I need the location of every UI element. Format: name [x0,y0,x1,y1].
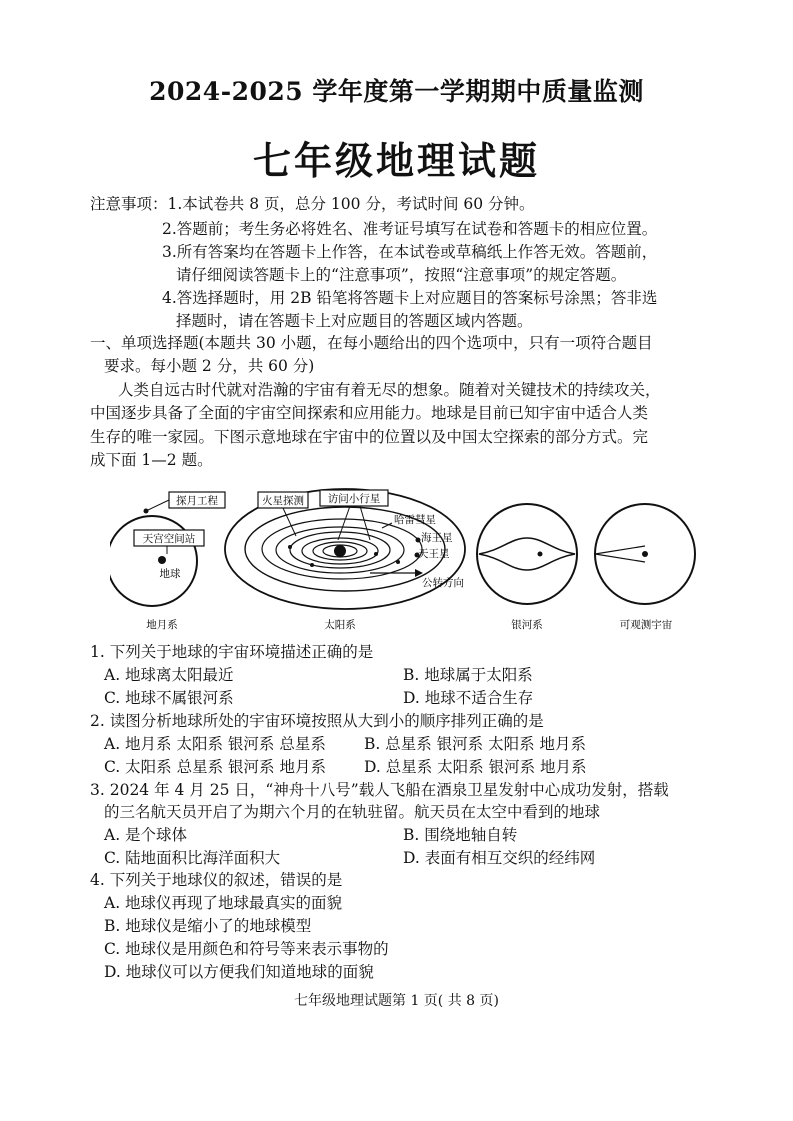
exam-title: 2024-2025 学年度第一学期期中质量监测 [149,77,644,106]
question-4-stem: 4. 下列关于地球仪的叙述，错误的是 [90,871,343,889]
caption-milky-way: 银河系 [511,619,543,631]
question-2-option-d: D. 总星系 太阳系 银河系 地月系 [364,758,587,776]
question-4-option-c: C. 地球仪是用颜色和符号等来表示事物的 [104,940,389,958]
section-heading-line-1: 一、单项选择题(本题共 30 小题，在每小题给出的四个选项中，只有一项符合题目 [90,334,653,352]
notice-line-4: 请仔细阅读答题卡上的“注意事项”，按照“注意事项”的规定答题。 [176,266,627,284]
question-2-option-b: B. 总星系 银河系 太阳系 地月系 [364,735,587,753]
question-4-option-a: A. 地球仪再现了地球最真实的面貌 [104,894,343,912]
galaxy-disk [479,538,575,570]
moon-dot [144,509,149,514]
passage-line-4: 成下面 1—2 题。 [90,451,213,469]
milky-way-circle [477,504,577,604]
question-4-option-d: D. 地球仪可以方便我们知道地球的面貌 [104,963,374,981]
caption-universe: 可观测宇宙 [619,619,673,631]
passage-line-3: 生存的唯一家园。下图示意地球在宇宙中的位置以及中国太空探索的部分方式。完 [90,428,649,446]
sun [334,545,346,557]
question-2-option-c: C. 太阳系 总星系 银河系 地月系 [104,758,326,776]
earth-dot [158,556,166,564]
notice-line-6: 择题时，请在答题卡上对应题目的答题区域内答题。 [176,312,533,330]
notice-line-5: 4.答选择题时，用 2B 铅笔将答题卡上对应题目的答案标号涂黑；答非选 [162,289,658,307]
notice-line-3: 3.所有答案均在答题卡上作答，在本试卷或草稿纸上作答无效。答题前， [162,243,658,261]
question-1-option-c: C. 地球不属银河系 [104,689,234,707]
caption-solar-system: 太阳系 [324,619,356,631]
question-3-stem-line-1: 3. 2024 年 4 月 25 日，“神舟十八号”载人飞船在酒泉卫星发射中心成功发射，搭载 [90,781,669,799]
question-2-option-a: A. 地月系 太阳系 银河系 总星系 [104,735,326,753]
question-3-option-c: C. 陆地面积比海洋面积大 [104,849,281,867]
comet-label: 哈雷彗星 [394,514,436,526]
question-4-option-b: B. 地球仪是缩小了的地球模型 [104,917,312,935]
question-3-option-a: A. 是个球体 [104,826,188,844]
uranus-label: 天王星 [418,548,450,560]
earth-label: 地球 [159,568,181,580]
question-3-option-b: B. 围绕地轴自转 [403,826,518,844]
section-heading-line-2: 要求。每小题 2 分，共 60 分) [104,357,315,375]
tiangong-label: 天宫空间站 [142,533,196,545]
question-3-stem-line-2: 的三名航天员开启了为期六个月的在轨驻留。航天员在太空中看到的地球 [104,803,601,821]
revolution-label: 公转方向 [422,577,464,589]
caption-earth-moon: 地月系 [146,619,178,631]
passage-line-1: 人类自远古时代就对浩瀚的宇宙有着无尽的想象。随着对关键技术的持续攻关， [118,381,661,399]
neptune-dot [416,538,421,543]
page-footer: 七年级地理试题第 1 页( 共 8 页) [294,993,499,1009]
asteroid-label: 访问小行星 [327,493,381,505]
neptune-label: 海王星 [421,532,453,544]
passage-line-2: 中国逐步具备了全面的宇宙空间探索和应用能力。地球是目前已知宇宙中适合人类 [90,404,649,422]
moon-program-label: 探月工程 [176,495,218,507]
notice-line-2: 2.答题前；考生务必将姓名、准考证号填写在试卷和答题卡的相应位置。 [162,220,658,238]
subject-title: 七年级地理试题 [252,138,540,183]
question-1-stem: 1. 下列关于地球的宇宙环境描述正确的是 [90,643,374,661]
question-3-option-d: D. 表面有相互交织的经纬网 [403,849,596,867]
notice-line-1: 注意事项：1.本试卷共 8 页，总分 100 分，考试时间 60 分钟。 [90,195,535,213]
mars-label: 火星探测 [262,495,304,507]
universe-diagram [110,476,720,638]
question-1-option-a: A. 地球离太阳最近 [104,666,234,684]
question-1-option-b: B. 地球属于太阳系 [403,666,533,684]
question-1-option-d: D. 地球不适合生存 [403,689,534,707]
question-2-stem: 2. 读图分析地球所处的宇宙环境按照从大到小的顺序排列正确的是 [90,712,544,730]
